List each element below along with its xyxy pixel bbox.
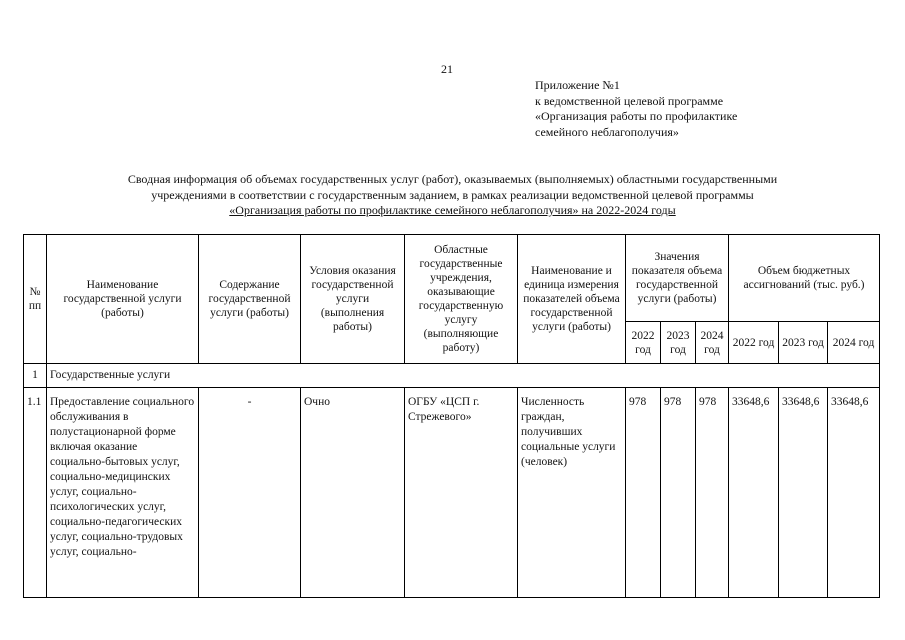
table-row — [24, 388, 880, 598]
table-section-row — [24, 364, 880, 388]
header-values: Значения показателя объема государственной услуги (работы) — [626, 235, 729, 322]
header-indicator: Наименование и единица измерения показателей объема государственной услуги (работы) — [518, 235, 626, 364]
appendix-line: семейного неблагополучия» — [535, 124, 679, 139]
title-line: Сводная информация об объемах государственных услуг (работ), оказываемых (выполняемых) областными государственными — [127, 172, 778, 186]
service-name-text: Предоставление социального обслуживания в полустационарной форме включая оказание социально-бытовых услуг, социально-медицинских услуг, социально-психологических услуг, социально-педагогических услуг, социально-трудовых услуг, социально- — [50, 396, 195, 558]
row-conditions: Очно — [301, 388, 405, 598]
header-year: 2023 год — [779, 322, 828, 364]
row-value-2024: 978 — [696, 388, 729, 598]
header-year: 2024 год — [696, 322, 729, 364]
row-budget-2022: 33648,6 — [729, 388, 779, 598]
title-line-program: «Организация работы по профилактике семейного неблагополучия» на 2022-2024 годы — [229, 203, 676, 217]
header-year: 2024 год — [828, 322, 880, 364]
row-value-2022: 978 — [626, 388, 661, 598]
header-year: 2022 год — [729, 322, 779, 364]
section-label: Государственные услуги — [47, 364, 880, 388]
services-table — [23, 234, 880, 598]
header-budget: Объем бюджетных ассигнований (тыс. руб.) — [729, 235, 880, 322]
row-institution: ОГБУ «ЦСП г. Стрежевого» — [405, 388, 518, 598]
row-indicator: Численность граждан, получивших социальные услуги (человек) — [518, 388, 626, 598]
page-number: 21 — [441, 62, 453, 76]
appendix-line: Приложение №1 — [535, 78, 620, 92]
appendix-line: «Организация работы по профилактике — [535, 109, 738, 123]
row-service-name — [47, 388, 199, 598]
header-service-name: Наименование государственной услуги (работы) — [47, 235, 199, 364]
appendix-block — [535, 78, 737, 140]
header-content: Содержание государственной услуги (работы) — [199, 235, 301, 364]
appendix-line: к ведомственной целевой программе — [535, 93, 724, 108]
row-budget-2023: 33648,6 — [779, 388, 828, 598]
header-institutions: Областные государственные учреждения, оказывающие государственную услугу (выполняющие работу) — [405, 235, 518, 364]
row-budget-2024: 33648,6 — [828, 388, 880, 598]
header-year: 2023 год — [661, 322, 696, 364]
title-line: учреждениями в соответствии с государственным заданием, в рамках реализации ведомственной целевой программы — [151, 187, 754, 202]
header-num: № пп — [24, 235, 47, 364]
header-conditions: Условия оказания государственной услуги (выполнения работы) — [301, 235, 405, 364]
row-value-2023: 978 — [661, 388, 696, 598]
row-num: 1.1 — [24, 388, 47, 598]
section-num: 1 — [24, 364, 47, 388]
table-header-row — [24, 235, 880, 322]
header-year: 2022 год — [626, 322, 661, 364]
row-content: - — [199, 388, 301, 598]
document-title — [30, 172, 875, 219]
